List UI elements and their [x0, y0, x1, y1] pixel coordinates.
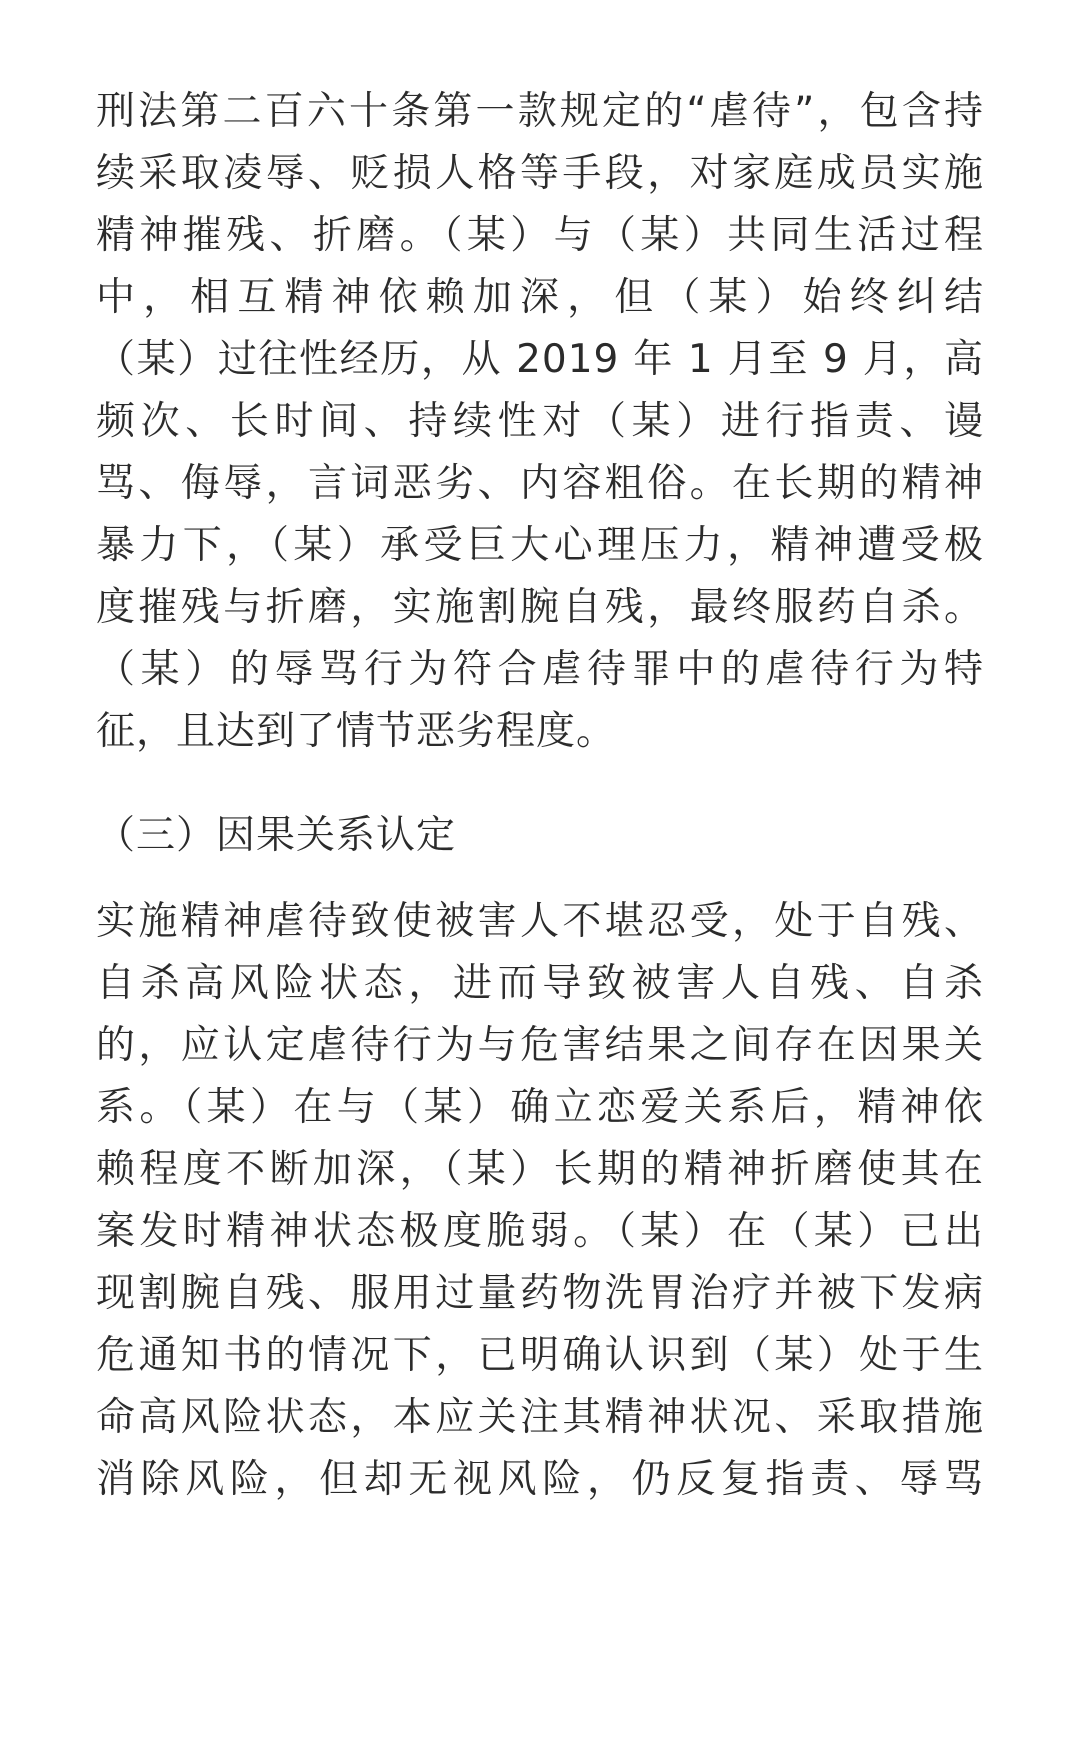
paragraph-line: 消除风险，但却无视风险，仍反复指责、辱骂 [96, 1457, 984, 1502]
paragraph-line: 实施精神虐待致使被害人不堪忍受，处于自残、 [96, 899, 984, 944]
paragraph-line: 案发时精神状态极度脆弱。（某）在（某）已出 [96, 1209, 984, 1254]
section-heading: （三）因果关系认定 [96, 813, 457, 858]
paragraph-line: 自杀高风险状态，进而导致被害人自残、自杀 [96, 961, 984, 1006]
paragraph-line: 精神摧残、折磨。（某）与（某）共同生活过程 [96, 213, 984, 258]
paragraph-line: 危通知书的情况下，已明确认识到（某）处于生 [96, 1333, 984, 1378]
paragraph-line: 赖程度不断加深，（某）长期的精神折磨使其在 [96, 1147, 984, 1192]
paragraph-line: 骂、侮辱，言词恶劣、内容粗俗。在长期的精神 [96, 461, 984, 506]
paragraph-line: （某）的辱骂行为符合虐待罪中的虐待行为特 [96, 647, 984, 692]
paragraph-line: 频次、长时间、持续性对（某）进行指责、谩 [96, 399, 984, 444]
paragraph-line: 度摧残与折磨，实施割腕自残，最终服药自杀。 [96, 585, 984, 630]
paragraph-line: 中，相互精神依赖加深，但（某）始终纠结 [96, 275, 984, 320]
paragraph-line: 现割腕自残、服用过量药物洗胃治疗并被下发病 [96, 1271, 984, 1316]
paragraph-line: 的，应认定虐待行为与危害结果之间存在因果关 [96, 1023, 984, 1068]
paragraph-line: 续采取凌辱、贬损人格等手段，对家庭成员实施 [96, 151, 984, 196]
paragraph-line: 系。（某）在与（某）确立恋爱关系后，精神依 [96, 1085, 984, 1130]
paragraph-line: 命高风险状态，本应关注其精神状况、采取措施 [96, 1395, 984, 1440]
paragraph-line: （某）过往性经历，从 2019 年 1 月至 9 月，高 [96, 337, 984, 382]
paragraph-line: 征，且达到了情节恶劣程度。 [96, 709, 617, 754]
paragraph-line: 暴力下，（某）承受巨大心理压力，精神遭受极 [96, 523, 984, 568]
paragraph-line: 刑法第二百六十条第一款规定的“虐待”，包含持 [96, 89, 984, 134]
